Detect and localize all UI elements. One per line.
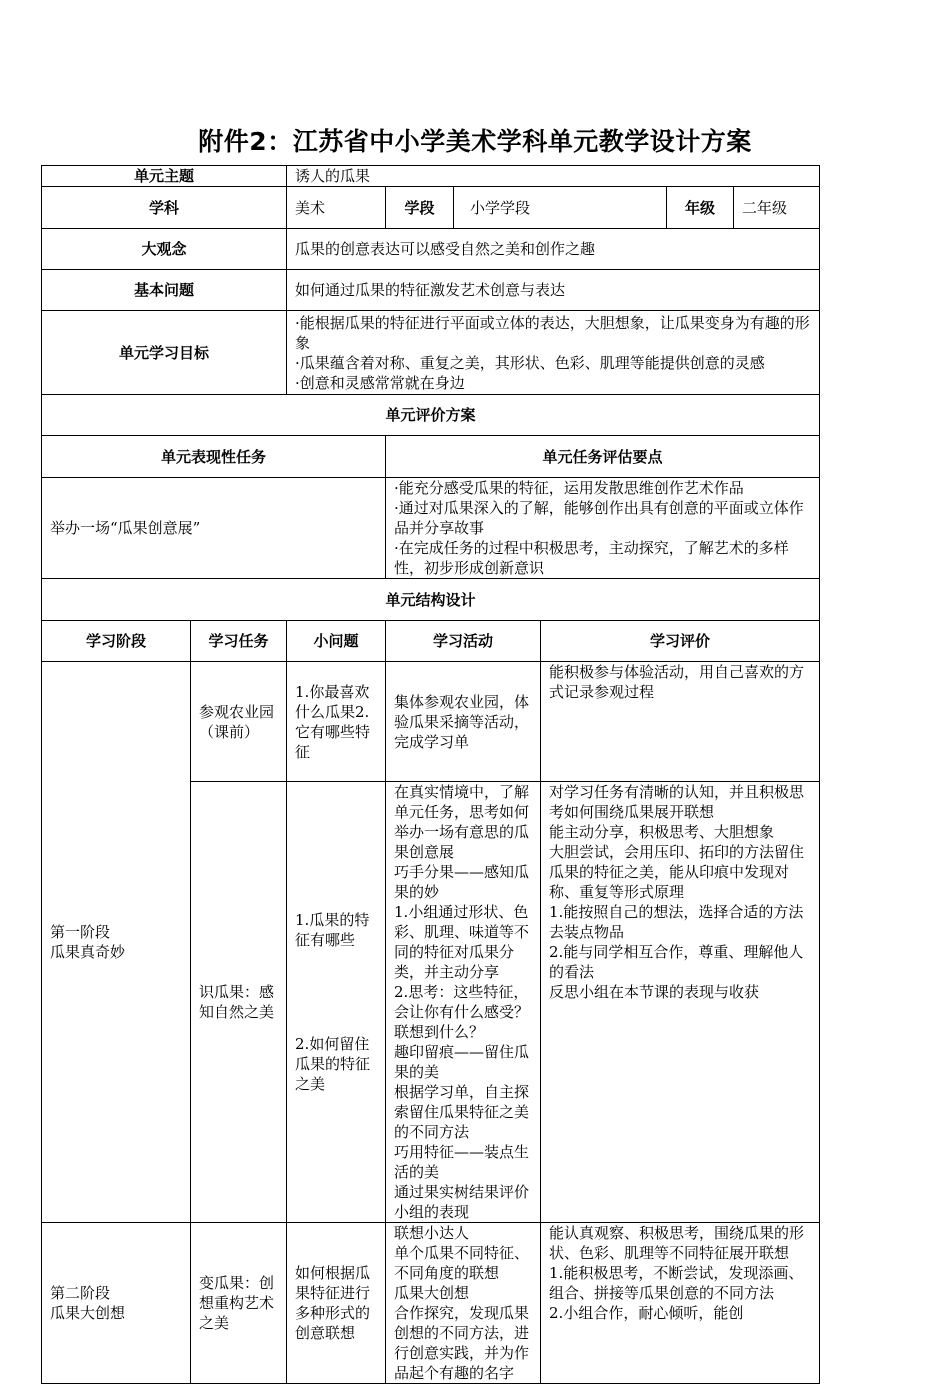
evaluation-line: 2.小组合作，耐心倾听，能创 [549,1304,744,1322]
theme-row [42,166,820,187]
performance-task: 举办一场“瓜果创意展” [42,478,386,579]
stage2-row [42,1223,820,1384]
stage2-name-line: 第二阶段 [50,1284,111,1302]
evaluation-line: 能认真观察、积极思考，围绕瓜果的形状、色彩、肌理等不同特征展开联想 [549,1224,805,1262]
activity-line: 1.小组通过形状、色彩、肌理、味道等不同的特征对瓜果分类，并主动分享 [394,903,530,981]
evaluation-line: 1.能积极思考，不断尝试，发现添画、组合、拼接等瓜果创意的不同方法 [549,1264,804,1302]
stage2-activity [386,1223,541,1384]
stage-value: 小学学段 [454,187,667,229]
header-task: 学习任务 [191,621,287,662]
activity-line: 2.思考：这些特征，会让你有什么感受？联想到什么？ [394,983,530,1041]
activity-line: 单个瓜果不同特征、不同角度的联想 [394,1244,530,1282]
stage1-name [42,662,191,1223]
big-idea-row [42,229,820,270]
evaluation-line: 能主动分享，积极思考、大胆想象 [549,823,775,841]
assessment-points [386,478,820,579]
basic-question-value: 如何通过瓜果的特征激发艺术创意与表达 [287,270,820,311]
header-stage: 学习阶段 [42,621,191,662]
evaluation-section-row [42,395,820,436]
activity-line: 根据学习单，自主探索留住瓜果特征之美的不同方法 [394,1083,530,1141]
goal-item: ·瓜果蕴含着对称、重复之美，其形状、色彩、肌理等能提供创意的灵感 [295,353,765,372]
evaluation-content-row [42,478,820,579]
subject-label: 学科 [42,187,287,229]
header-question: 小问题 [287,621,386,662]
big-idea-value: 瓜果的创意表达可以感受自然之美和创作之趣 [287,229,820,270]
question-item: 1.瓜果的特征有哪些 [295,911,370,949]
stage1-task2-task: 识瓜果：感知自然之美 [191,782,287,1223]
evaluation-line: 大胆尝试，会用压印、拓印的方法留住瓜果的特征之美，能从印痕中发现对称、重复等形式原理 [549,843,805,901]
goals-row [42,311,820,395]
stage1-task2-activity [386,782,541,1223]
meta-row [42,187,820,229]
big-idea-label: 大观念 [42,229,287,270]
stage1-task1-task: 参观农业园（课前） [191,662,287,782]
activity-line: 合作探究，发现瓜果创想的不同方法，进行创意实践，并为作品起个有趣的名字 [394,1304,530,1382]
unit-design-table [41,165,820,1384]
goal-item: ·创意和灵感常常就在身边 [295,373,465,392]
assessment-point: ·能充分感受瓜果的特征，运用发散思维创作艺术作品 [394,479,744,497]
stage1-task2-evaluation [541,782,820,1223]
stage1-name-line: 第一阶段 [50,923,111,941]
header-activity: 学习活动 [386,621,541,662]
stage1-task1-row [42,662,820,782]
assessment-point: ·在完成任务的过程中积极思考，主动探究，了解艺术的多样性，初步形成创新意识 [394,539,789,577]
stage2-task: 变瓜果：创想重构艺术之美 [191,1223,287,1384]
stage1-task1-question: 1.你最喜欢什么瓜果2.它有哪些特征 [287,662,386,782]
stage2-name [42,1223,191,1384]
activity-line: 巧用特征——装点生活的美 [394,1143,530,1181]
stage2-evaluation [541,1223,820,1384]
basic-question-label: 基本问题 [42,270,287,311]
activity-line: 在真实情境中，了解单元任务，思考如何举办一场有意思的瓜果创意展 [394,783,530,861]
goals-label: 单元学习目标 [42,311,287,395]
structure-header-row [42,621,820,662]
task-header: 单元表现性任务 [42,436,386,478]
activity-line: 趣印留痕——留住瓜果的美 [394,1043,530,1081]
basic-question-row [42,270,820,311]
question-spacer [295,950,377,1034]
stage-label: 学段 [386,187,454,229]
structure-section-row [42,579,820,621]
header-evaluation: 学习评价 [541,621,820,662]
grade-value: 二年级 [734,187,820,229]
evaluation-line: 对学习任务有清晰的认知，并且积极思考如何围绕瓜果展开联想 [549,783,805,821]
theme-value: 诱人的瓜果 [287,166,820,187]
stage1-task2-questions [287,782,386,1223]
theme-label: 单元主题 [42,166,287,187]
evaluation-line: 2.能与同学相互合作，尊重、理解他人的看法 [549,943,804,981]
page-title: 附件2：江苏省中小学美术学科单元教学设计方案 [198,127,752,156]
activity-line: 通过果实树结果评价小组的表现 [394,1183,530,1221]
question-item: 2.如何留住瓜果的特征之美 [295,1035,371,1093]
stage2-name-line: 瓜果大创想 [50,1304,126,1322]
stage1-name-line: 瓜果真奇妙 [50,943,126,961]
subject-value: 美术 [287,187,386,229]
evaluation-header-row [42,436,820,478]
activity-line: 瓜果大创想 [394,1284,470,1302]
stage1-task1-activity: 集体参观农业园，体验瓜果采摘等活动，完成学习单 [386,662,541,782]
activity-line: 巧手分果——感知瓜果的妙 [394,863,530,901]
stage1-task1-evaluation: 能积极参与体验活动，用自己喜欢的方式记录参观过程 [541,662,820,782]
goals-list [287,311,820,395]
structure-section-title: 单元结构设计 [42,579,820,621]
evaluation-line: 1.能按照自己的想法，选择合适的方法去装点物品 [549,903,804,941]
goal-item: ·能根据瓜果的特征进行平面或立体的表达，大胆想象，让瓜果变身为有趣的形象 [295,313,810,352]
assessment-point: ·通过对瓜果深入的了解，能够创作出具有创意的平面或立体作品并分享故事 [394,499,804,537]
stage2-question: 如何根据瓜果特征进行多种形式的创意联想 [287,1223,386,1384]
activity-line: 联想小达人 [394,1224,470,1242]
evaluation-section-title: 单元评价方案 [42,395,820,436]
grade-label: 年级 [667,187,734,229]
evaluation-line: 反思小组在本节课的表现与收获 [549,983,760,1001]
points-header: 单元任务评估要点 [386,436,820,478]
